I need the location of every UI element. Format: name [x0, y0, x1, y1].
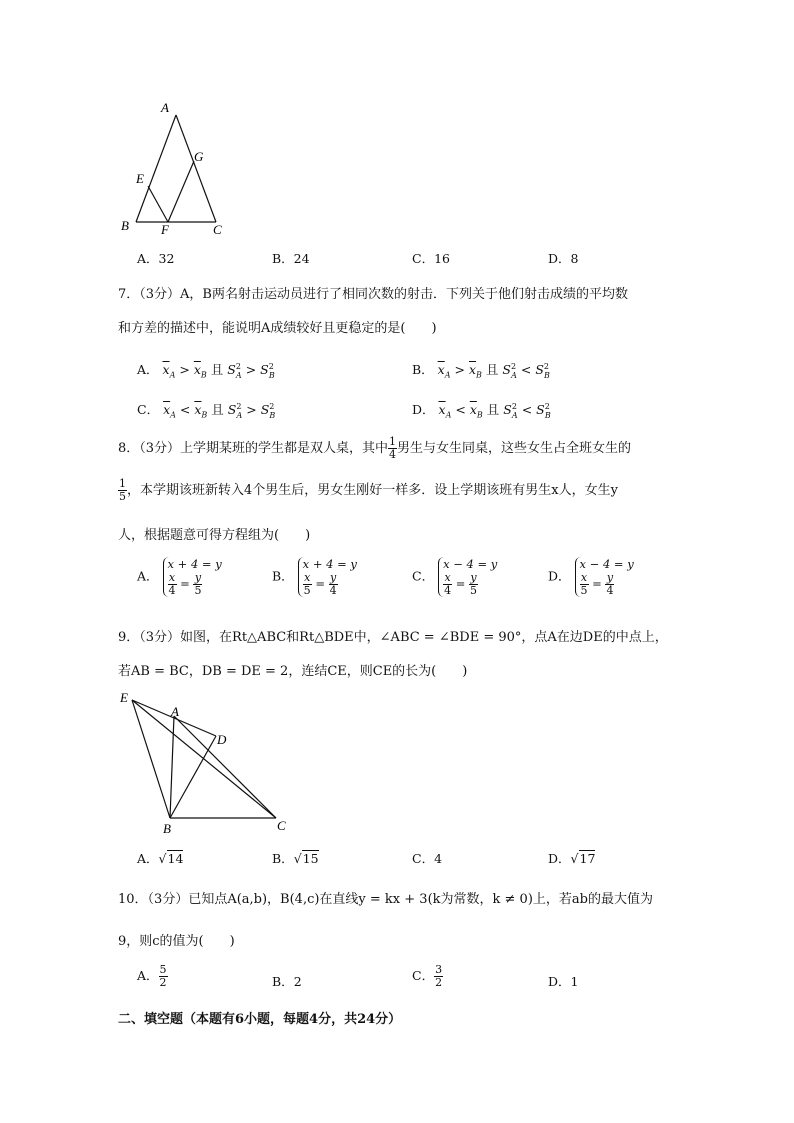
label-F: F [161, 222, 169, 237]
q7-option-a[interactable]: A． $\overline{x}_A > \overline{x}_B$ 且 $S^2_A > S^2_B$ [137, 361, 275, 380]
q10-option-d[interactable]: D．1 [548, 974, 579, 989]
label-E2: E [120, 690, 128, 705]
label-C2: C [277, 818, 286, 833]
q6-option-b[interactable]: B．24 [272, 251, 310, 266]
q7-option-d[interactable]: D． $\overline{x}_A < \overline{x}_B$ 且 $S^2_A < S^2_B$ [412, 401, 551, 420]
label-D2: D [217, 732, 227, 747]
sqrt-icon: √ [293, 851, 302, 866]
q10-stem-line2: 9，则c的值为( ) [118, 934, 235, 949]
q10-option-b[interactable]: B．2 [272, 974, 302, 989]
q9-option-c[interactable]: C．4 [412, 851, 443, 866]
q6-option-c[interactable]: C．16 [412, 251, 450, 266]
q8-option-d[interactable]: D． x − 4 = y $\frac{x}{5}$ = $\frac{y}{4}$ [548, 557, 634, 597]
sqrt-icon: √ [158, 851, 167, 866]
label-A: A [161, 100, 169, 115]
q10-option-a[interactable]: A． $\frac{5}{2}$ [137, 963, 167, 989]
label-A2: A [171, 704, 179, 719]
q8-stem-line2: $\frac{1}{5}$ ，本学期该班新转入4个男生后，男女生刚好一样多．设上学期该班有男生x人，女生y [119, 477, 618, 503]
q9-stem-line1: 9．（3分）如图，在Rt△ABC和Rt△BDE中，∠ABC = ∠BDE = 90°，点A在边DE的中点上， [118, 630, 668, 645]
q7-option-b[interactable]: B． $\overline{x}_A > \overline{x}_B$ 且 $S^2_A < S^2_B$ [412, 361, 550, 380]
section-heading-fill-in: 二、填空题（本题有6小题，每题4分，共24分） [118, 1012, 402, 1027]
q8-stem-line1: 8．（3分）上学期某班的学生都是双人桌，其中 $\frac{1}{4}$ 男生与女生同桌，这些女生占全班女生的 [118, 435, 632, 461]
q8-option-b[interactable]: B． x + 4 = y $\frac{x}{5}$ = $\frac{y}{4}$ [272, 557, 357, 597]
q7-option-c[interactable]: C． $\overline{x}_A < \overline{x}_B$ 且 $S^2_A > S^2_B$ [137, 401, 276, 420]
q9-option-d[interactable]: D．√17 [548, 851, 596, 866]
q9-stem-line2: 若AB = BC，DB = DE = 2，连结CE，则CE的长为( ) [118, 664, 468, 679]
q9-option-b[interactable]: B．√15 [272, 851, 319, 866]
q10-stem-line1: 10．（3分）已知点A(a,b)，B(4,c)在直线y = kx + 3(k为常数，k ≠ 0)上，若ab的最大值为 [118, 892, 653, 907]
label-E: E [136, 171, 144, 186]
figure-triangle-abc [115, 98, 235, 238]
q8-option-a[interactable]: A． x + 4 = y $\frac{x}{4}$ = $\frac{y}{5}$ [137, 557, 222, 597]
fraction-one-fifth: $\frac{1}{5}$ [119, 477, 126, 503]
label-B2: B [163, 821, 171, 836]
q9-option-a[interactable]: A．√14 [137, 851, 184, 866]
q6-option-a[interactable]: A．32 [137, 251, 175, 266]
q8-option-c[interactable]: C． x − 4 = y $\frac{x}{4}$ = $\frac{y}{5}$ [412, 557, 498, 597]
label-G: G [194, 149, 204, 164]
sqrt-icon: √ [570, 851, 579, 866]
label-B: B [121, 218, 129, 233]
q10-option-c[interactable]: C． $\frac{3}{2}$ [412, 963, 443, 989]
fraction-one-quarter: $\frac{1}{4}$ [389, 435, 397, 461]
q6-option-d[interactable]: D．8 [548, 251, 579, 266]
q8-stem-line3: 人，根据题意可得方程组为( ) [118, 528, 311, 543]
figure-triangles-abc-bde [112, 688, 302, 836]
q7-stem-line1: 7．（3分）A，B两名射击运动员进行了相同次数的射击．下列关于他们射击成绩的平均数 [118, 287, 628, 302]
label-C: C [213, 222, 222, 237]
q7-stem-line2: 和方差的描述中，能说明A成绩较好且更稳定的是( ) [118, 321, 437, 336]
